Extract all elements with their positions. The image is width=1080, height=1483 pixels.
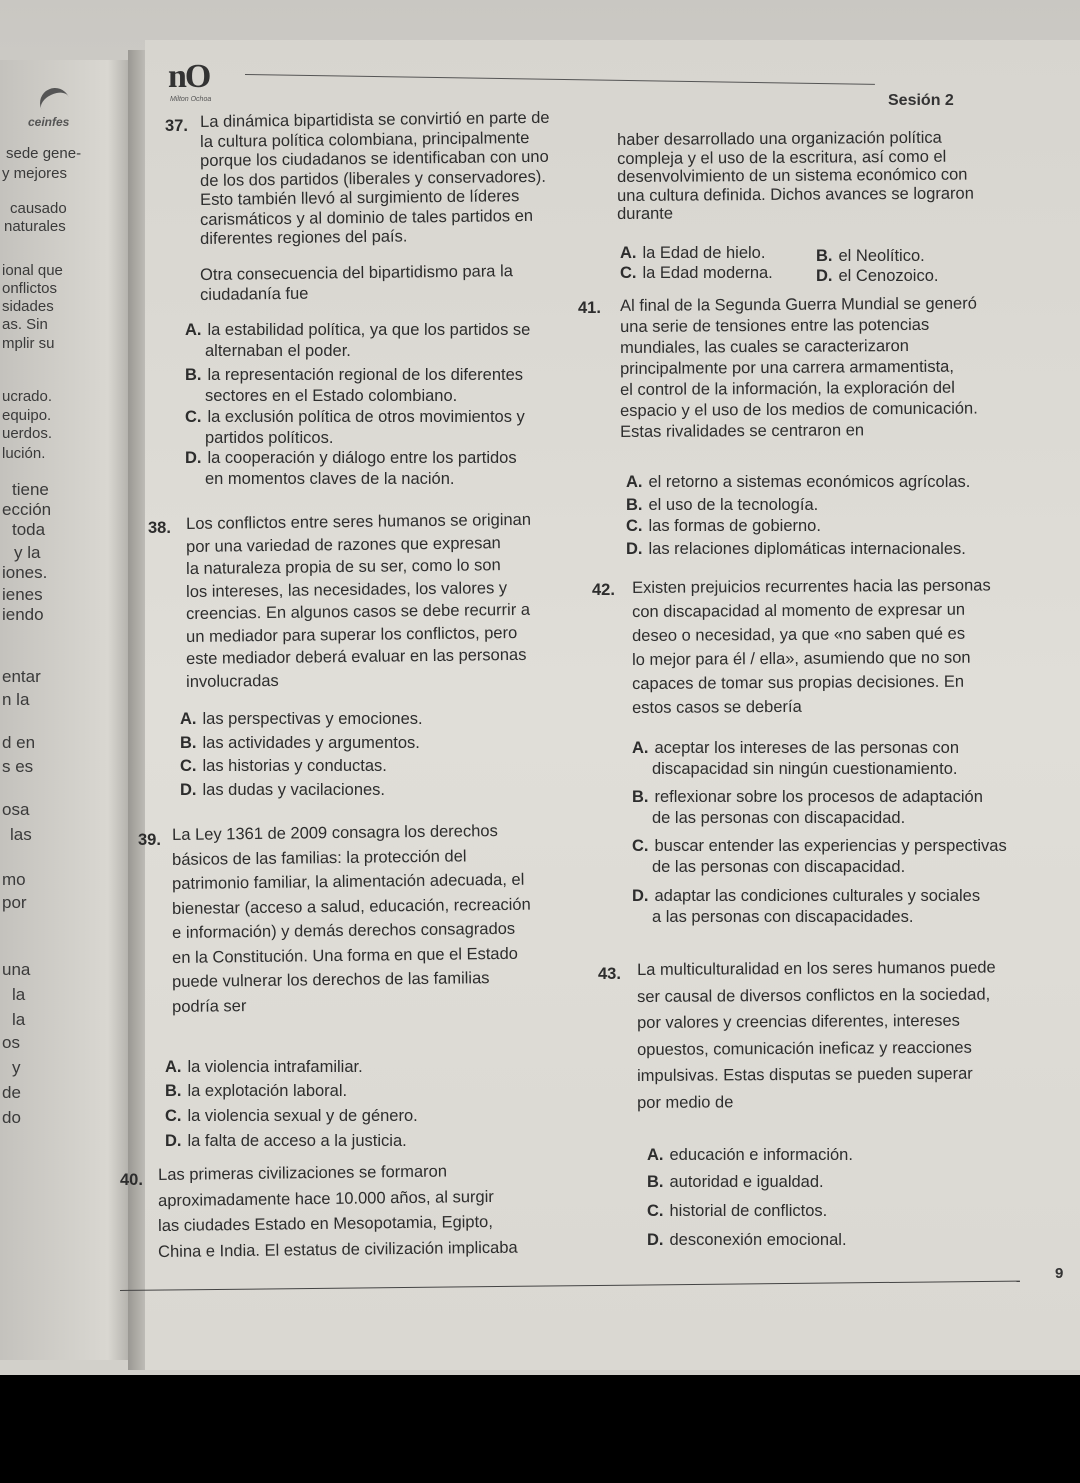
- q41-stem-line: mundiales, las cuales se caracterizaron: [620, 336, 910, 357]
- option-text: adaptar las condiciones culturales y sociales: [654, 887, 981, 905]
- option-letter: A.: [185, 321, 202, 339]
- q43-option-c[interactable]: [647, 1201, 827, 1222]
- option-text: a las personas con discapacidades.: [652, 908, 914, 926]
- left-page-fragment: y la: [14, 543, 41, 562]
- q37-stem-line: de los dos partidos (liberales y conservadores).: [200, 167, 546, 190]
- left-page-fragment: iendo: [2, 605, 44, 624]
- q41-stem-line: espacio y el uso de los medios de comunicación.: [620, 399, 978, 420]
- option-text: las formas de gobierno.: [648, 517, 821, 535]
- q38-option-d[interactable]: [180, 780, 385, 801]
- q42-option-a[interactable]: [632, 738, 959, 780]
- left-page-fragment: mplir su: [2, 335, 55, 352]
- left-page-fragment: n la: [2, 690, 30, 709]
- page-number: 9: [1055, 1265, 1064, 1282]
- left-page-fragment: una: [2, 960, 31, 979]
- q41-stem-line: principalmente por una carrera armamentista,: [620, 357, 954, 378]
- left-page-fragment: mo: [2, 870, 26, 889]
- option-text: el Neolítico.: [838, 247, 925, 265]
- option-letter: B.: [180, 734, 197, 752]
- option-text: aceptar los intereses de las personas con: [654, 739, 960, 757]
- q37-prompt-line: Otra consecuencia del bipartidismo para la: [200, 262, 513, 284]
- left-page-fragment: sede gene-: [6, 145, 82, 162]
- left-page-fragment: s es: [2, 757, 34, 776]
- option-letter: D.: [816, 267, 833, 285]
- q41-option-d[interactable]: [626, 539, 966, 560]
- q37-stem-line: Esto también llevó al surgimiento de líderes: [200, 187, 520, 209]
- option-text: la exclusión política de otros movimientos y: [207, 408, 525, 426]
- left-page-fragment: y mejores: [2, 165, 68, 182]
- q37-option-c[interactable]: [185, 407, 525, 449]
- option-text: discapacidad sin ningún cuestionamiento.: [652, 760, 958, 778]
- option-letter: A.: [180, 710, 197, 728]
- q37-stem-line: diferentes regiones del país.: [200, 227, 408, 248]
- q42-stem-line: estos casos se debería: [632, 697, 802, 717]
- option-letter: A.: [626, 473, 643, 491]
- left-page-fragment: ección: [2, 500, 52, 519]
- option-text: la estabilidad política, ya que los partidos se: [207, 321, 531, 339]
- q40-continued-line: compleja y el uso de la escritura, así como el: [617, 147, 947, 168]
- left-page-fragment: naturales: [4, 218, 66, 235]
- option-letter: A.: [165, 1058, 182, 1076]
- question-number-37: 37.: [165, 117, 188, 135]
- option-text: la explotación laboral.: [187, 1082, 348, 1100]
- session-label: Sesión 2: [888, 92, 954, 109]
- q38-stem-line: este mediador deberá evaluar en las personas: [186, 645, 527, 668]
- q42-stem-line: Existen prejuicios recurrentes hacia las personas: [632, 576, 991, 597]
- q43-stem-line: por medio de: [637, 1092, 734, 1112]
- option-letter: B.: [185, 366, 202, 384]
- left-page-fragment: iones.: [2, 563, 48, 582]
- q42-option-c[interactable]: [632, 836, 1007, 878]
- option-text: las perspectivas y emociones.: [202, 710, 423, 728]
- option-letter: C.: [626, 517, 643, 535]
- q41-stem-line: el control de la información, la exploración del: [620, 378, 955, 399]
- q37-stem-line: la cultura política colombiana, principalmente: [200, 128, 530, 151]
- q37-stem-line: porque los ciudadanos se identificaban con uno: [200, 147, 549, 170]
- q41-stem-line: Al final de la Segunda Guerra Mundial se generó: [620, 294, 977, 315]
- q42-option-b[interactable]: [632, 787, 983, 829]
- option-letter: B.: [626, 496, 643, 514]
- left-page: [0, 60, 135, 1360]
- left-page-fragment: osa: [2, 800, 30, 819]
- q37-option-b[interactable]: [185, 365, 523, 407]
- q41-option-b[interactable]: [626, 495, 818, 516]
- q37-option-d[interactable]: [185, 448, 517, 490]
- q39-stem-line: e información) y demás derechos consagrados: [172, 919, 516, 942]
- left-page-fragment: las: [10, 825, 32, 844]
- option-text: el uso de la tecnología.: [648, 496, 819, 514]
- option-text: las actividades y argumentos.: [202, 734, 420, 752]
- option-letter: B.: [647, 1173, 664, 1191]
- left-page-fragment: toda: [12, 520, 46, 539]
- option-text: el Cenozoico.: [838, 267, 939, 285]
- q40-stem-line: aproximadamente hace 10.000 años, al surgir: [158, 1187, 494, 1210]
- q38-stem-line: por una variedad de razones que expresan: [186, 533, 501, 556]
- option-letter: C.: [620, 264, 637, 282]
- left-page-fragment: tiene: [12, 480, 49, 499]
- option-text: buscar entender las experiencias y perspectivas: [654, 837, 1007, 855]
- q43-option-b[interactable]: [647, 1172, 824, 1193]
- option-text: sectores en el Estado colombiano.: [205, 387, 458, 405]
- option-letter: D.: [632, 887, 649, 905]
- q38-option-c[interactable]: [180, 756, 387, 777]
- q38-option-b[interactable]: [180, 733, 420, 754]
- left-page-fragment: sidades: [2, 298, 54, 315]
- q41-option-c[interactable]: [626, 516, 821, 537]
- q38-stem-line: involucradas: [186, 671, 279, 691]
- q39-stem-line: bienestar (acceso a salud, educación, recreación: [172, 895, 531, 918]
- q39-option-c[interactable]: [165, 1106, 418, 1127]
- q39-stem-line: puede vulnerar los derechos de las familias: [172, 969, 490, 991]
- q40-stem-line: las ciudades Estado en Mesopotamia, Egipto,: [158, 1212, 494, 1235]
- left-page-fragment: de: [2, 1083, 21, 1102]
- option-letter: A.: [620, 244, 637, 262]
- option-letter: D.: [647, 1231, 664, 1249]
- q38-stem-line: un mediador para superar los conflictos, pero: [186, 623, 518, 646]
- logo-subtitle: Milton Ochoa: [170, 96, 212, 103]
- option-letter: A.: [647, 1146, 664, 1164]
- option-text: alternaban el poder.: [205, 342, 351, 360]
- q41-stem-line: Estas rivalidades se centraron en: [620, 421, 865, 441]
- q40-continued-line: desenvolvimiento de un sistema económico con: [617, 165, 968, 186]
- option-text: partidos políticos.: [205, 429, 334, 447]
- q37-stem-line: carismáticos y al dominio de tales partidos en: [200, 206, 534, 229]
- left-page-fragment: lución.: [2, 445, 46, 462]
- q42-stem-line: capaces de tomar sus propias decisiones. En: [632, 672, 965, 693]
- q43-stem-line: por valores y creencias diferentes, intereses: [637, 1011, 960, 1032]
- question-number-43: 43.: [598, 965, 621, 983]
- q39-stem-line: La Ley 1361 de 2009 consagra los derechos: [172, 822, 498, 844]
- question-number-41: 41.: [578, 299, 601, 317]
- left-page-fragment: ucrado.: [2, 388, 53, 405]
- left-page-fragment: por: [2, 893, 27, 912]
- q38-stem-line: Los conflictos entre seres humanos se originan: [186, 510, 532, 533]
- q39-option-b[interactable]: [165, 1081, 347, 1102]
- left-page-fragment: d en: [2, 733, 36, 752]
- option-text: la Edad moderna.: [642, 264, 773, 282]
- q40-option-c[interactable]: [620, 263, 773, 284]
- q38-stem-line: creencias. En algunos casos se debe recurrir a: [186, 600, 531, 623]
- option-letter: D.: [185, 449, 202, 467]
- q41-stem-line: una serie de tensiones entre las potencias: [620, 315, 930, 336]
- left-page-fragment: onflictos: [2, 280, 58, 297]
- option-letter: C.: [185, 408, 202, 426]
- question-number-42: 42.: [592, 581, 615, 599]
- q42-option-d[interactable]: [632, 886, 980, 928]
- option-letter: A.: [632, 739, 649, 757]
- q43-stem-line: ser causal de diversos conflictos en la sociedad,: [637, 985, 991, 1006]
- left-page-fragment: entar: [2, 667, 41, 686]
- option-letter: B.: [165, 1082, 182, 1100]
- option-text: reflexionar sobre los procesos de adaptación: [654, 788, 983, 806]
- q42-stem-line: deseo o necesidad, ya que «no saben qué es: [632, 624, 966, 645]
- left-page-fragment: as. Sin: [2, 316, 48, 333]
- question-number-40: 40.: [120, 1171, 143, 1189]
- option-letter: C.: [165, 1107, 182, 1125]
- option-letter: D.: [180, 781, 197, 799]
- q37-option-a[interactable]: [185, 320, 530, 362]
- publisher-logo: [168, 58, 212, 103]
- q38-option-a[interactable]: [180, 709, 423, 730]
- option-letter: B.: [632, 788, 649, 806]
- q40-option-b[interactable]: [816, 246, 925, 267]
- question-number-39: 39.: [138, 831, 161, 849]
- option-text: educación e información.: [669, 1146, 853, 1164]
- q40-stem-line: Las primeras civilizaciones se formaron: [158, 1162, 448, 1184]
- q40-option-a[interactable]: [620, 243, 765, 264]
- left-page-fragment: la: [12, 1010, 26, 1029]
- q42-stem-line: lo mejor para él / ella», asumiendo que no son: [632, 648, 971, 669]
- q39-stem-line: patrimonio familiar, la alimentación adecuada, el: [172, 870, 525, 893]
- option-text: el retorno a sistemas económicos agrícolas.: [648, 473, 971, 491]
- q39-stem-line: en la Constitución. Una forma en que el Estado: [172, 944, 519, 967]
- option-letter: C.: [647, 1202, 664, 1220]
- q40-continued-line: haber desarrollado una organización política: [617, 128, 942, 149]
- option-letter: B.: [816, 247, 833, 265]
- left-page-fragment: y: [12, 1058, 21, 1077]
- q39-stem-line: básicos de las familias: la protección del: [172, 846, 467, 869]
- q40-continued-line: una cultura definida. Dichos avances se lograron: [617, 184, 974, 205]
- option-text: la violencia intrafamiliar.: [187, 1058, 363, 1076]
- left-page-fragment: ional que: [2, 262, 63, 279]
- q43-stem-line: impulsivas. Estas disputas se pueden superar: [637, 1064, 973, 1085]
- q42-stem-line: con discapacidad al momento de expresar un: [632, 600, 966, 621]
- q40-option-d[interactable]: [816, 266, 938, 287]
- left-page-fragment: os: [2, 1033, 20, 1052]
- q43-option-a[interactable]: [647, 1145, 853, 1166]
- option-text: las historias y conductas.: [202, 757, 387, 775]
- option-text: la cooperación y diálogo entre los partidos: [207, 449, 517, 467]
- option-letter: D.: [165, 1132, 182, 1150]
- left-page-fragment: uerdos.: [2, 425, 53, 442]
- q40-stem-line: China e India. El estatus de civilización implicaba: [158, 1238, 518, 1261]
- question-number-38: 38.: [148, 519, 171, 537]
- q37-stem-line: La dinámica bipartidista se convirtió en parte de: [200, 108, 550, 131]
- option-text: historial de conflictos.: [669, 1202, 828, 1220]
- option-text: en momentos claves de la nación.: [205, 470, 455, 488]
- left-page-fragment: causado: [10, 200, 67, 217]
- option-letter: C.: [180, 757, 197, 775]
- q43-option-d[interactable]: [647, 1230, 847, 1251]
- left-page-fragment: equipo.: [2, 407, 52, 424]
- option-text: desconexión emocional.: [669, 1231, 847, 1249]
- option-text: las dudas y vacilaciones.: [202, 781, 386, 799]
- option-text: autoridad e igualdad.: [669, 1173, 824, 1191]
- left-page-fragment: la: [12, 985, 26, 1004]
- option-letter: C.: [632, 837, 649, 855]
- q38-stem-line: los intereses, las necesidades, los valores y: [186, 578, 508, 601]
- option-text: la representación regional de los diferentes: [207, 366, 524, 384]
- q43-stem-line: opuestos, comunicación ineficaz y reacciones: [637, 1038, 972, 1059]
- option-text: la falta de acceso a la justicia.: [187, 1132, 407, 1150]
- logo-mark: nO: [168, 58, 210, 95]
- q39-stem-line: podría ser: [172, 996, 247, 1016]
- q39-option-d[interactable]: [165, 1131, 407, 1152]
- q38-stem-line: la naturaleza propia de su ser, como lo son: [186, 556, 501, 578]
- q37-prompt-line: ciudadanía fue: [200, 284, 309, 304]
- q39-option-a[interactable]: [165, 1057, 363, 1078]
- option-text: de las personas con discapacidad.: [652, 809, 906, 827]
- option-text: la Edad de hielo.: [642, 244, 766, 262]
- option-text: la violencia sexual y de género.: [187, 1107, 418, 1125]
- left-page-fragment: do: [2, 1108, 21, 1127]
- option-letter: D.: [626, 540, 643, 558]
- q43-stem-line: La multiculturalidad en los seres humanos puede: [637, 958, 996, 979]
- option-text: de las personas con discapacidad.: [652, 858, 906, 876]
- option-text: las relaciones diplomáticas internacionales.: [648, 540, 966, 558]
- left-page-fragment: ienes: [2, 585, 43, 604]
- left-brand: ceinfes: [28, 115, 70, 129]
- q41-option-a[interactable]: [626, 472, 970, 493]
- q40-continued-line: durante: [617, 204, 674, 223]
